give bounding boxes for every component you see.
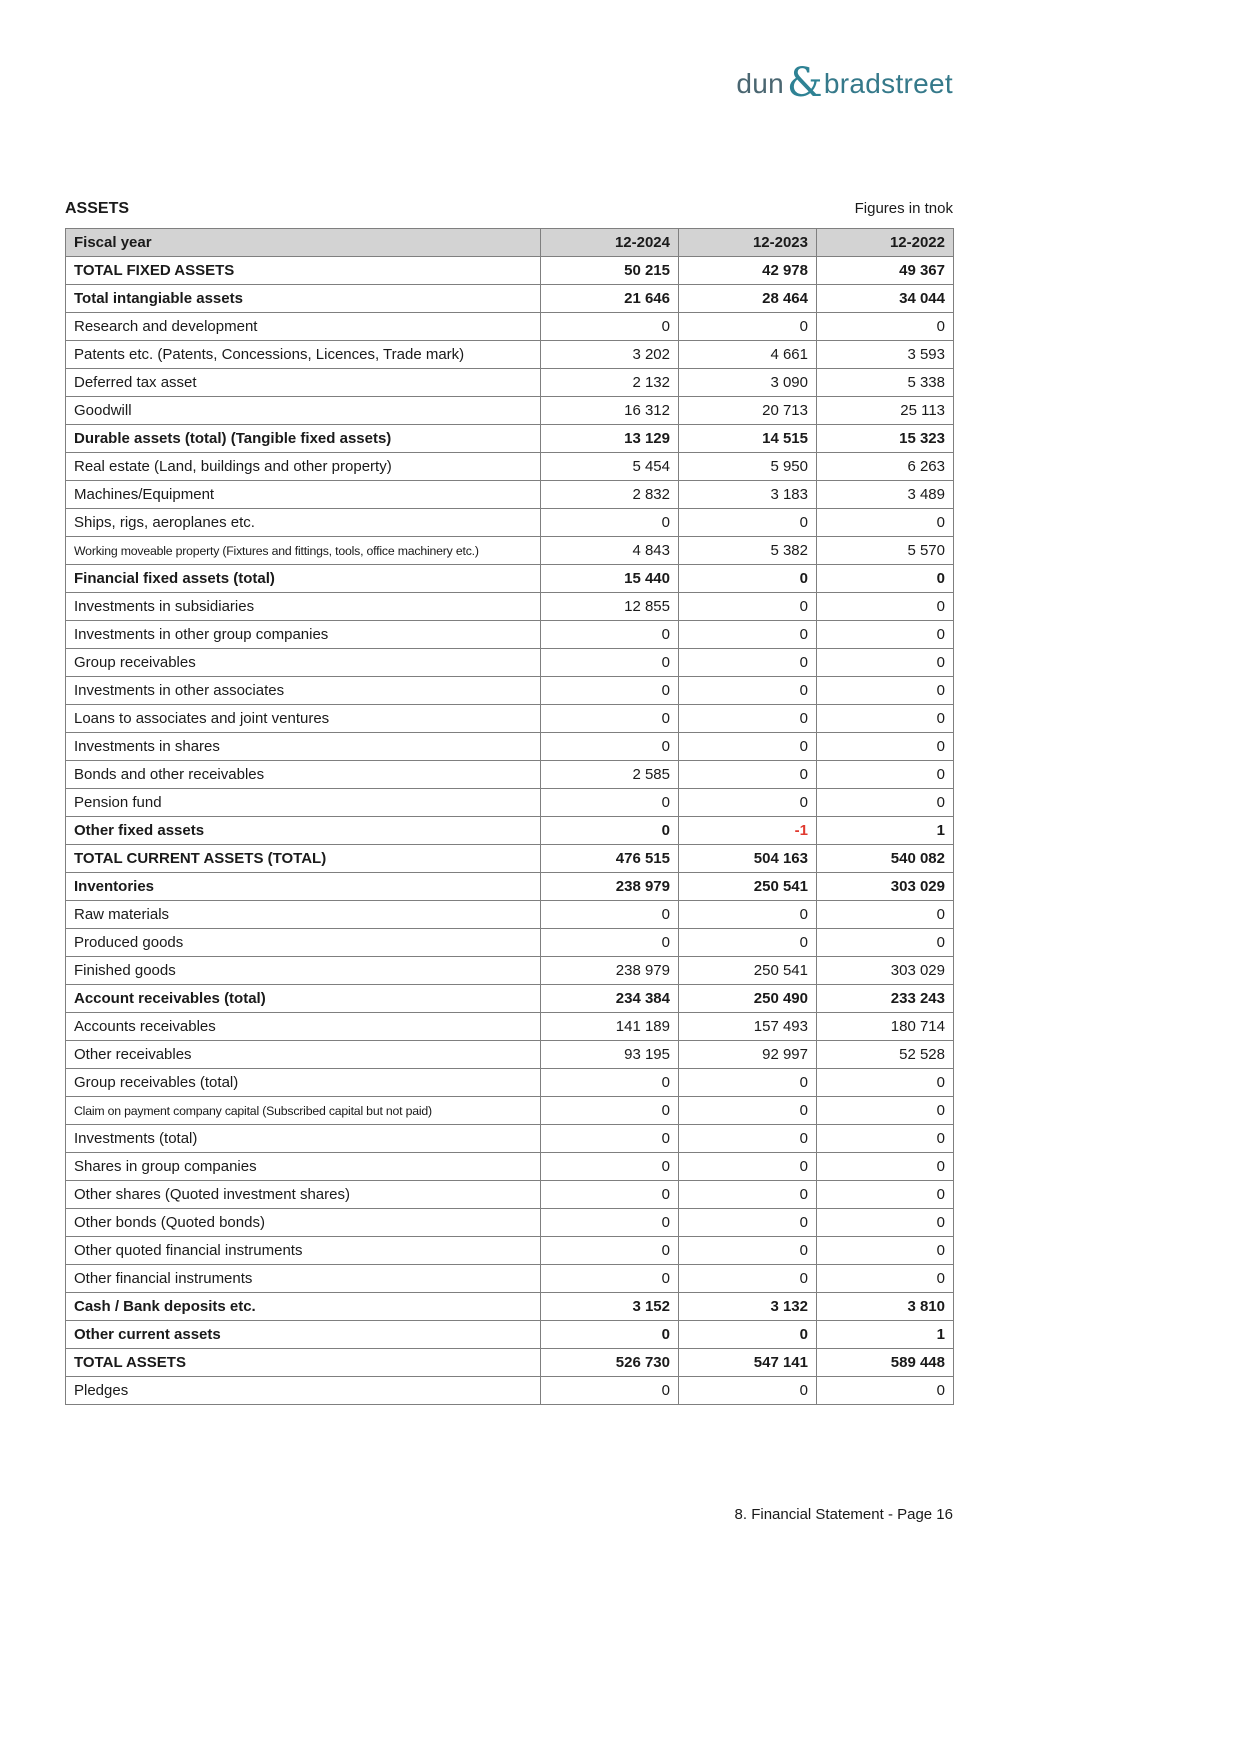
row-value-12-2022: 589 448 <box>817 1349 954 1377</box>
row-value-12-2023: 42 978 <box>679 257 817 285</box>
table-row <box>66 677 954 705</box>
row-value-12-2024: 0 <box>541 313 679 341</box>
row-value-12-2022: 0 <box>817 1237 954 1265</box>
row-label: TOTAL ASSETS <box>66 1349 541 1377</box>
row-value-12-2022: 34 044 <box>817 285 954 313</box>
row-label: Real estate (Land, buildings and other property) <box>66 453 541 481</box>
row-label: Research and development <box>66 313 541 341</box>
row-value-12-2024: 234 384 <box>541 985 679 1013</box>
row-label: Inventories <box>66 873 541 901</box>
row-label: Other fixed assets <box>66 817 541 845</box>
table-row <box>66 1265 954 1293</box>
row-label: Pension fund <box>66 789 541 817</box>
table-row <box>66 1321 954 1349</box>
row-value-12-2022: 0 <box>817 565 954 593</box>
row-label: Finished goods <box>66 957 541 985</box>
row-value-12-2024: 0 <box>541 509 679 537</box>
table-row <box>66 705 954 733</box>
row-value-12-2024: 16 312 <box>541 397 679 425</box>
row-value-12-2022: 0 <box>817 677 954 705</box>
row-value-12-2023: 0 <box>679 1069 817 1097</box>
row-label: TOTAL CURRENT ASSETS (TOTAL) <box>66 845 541 873</box>
row-label: Cash / Bank deposits etc. <box>66 1293 541 1321</box>
row-value-12-2022: 303 029 <box>817 957 954 985</box>
row-value-12-2024: 238 979 <box>541 873 679 901</box>
row-value-12-2022: 303 029 <box>817 873 954 901</box>
row-value-12-2023: 250 541 <box>679 873 817 901</box>
row-value-12-2023: 0 <box>679 761 817 789</box>
logo-word-bradstreet: bradstreet <box>823 68 953 99</box>
table-row <box>66 761 954 789</box>
table-row <box>66 537 954 565</box>
table-row <box>66 957 954 985</box>
row-value-12-2023: 0 <box>679 929 817 957</box>
row-value-12-2023: 4 661 <box>679 341 817 369</box>
row-value-12-2022: 0 <box>817 1377 954 1405</box>
row-label: Group receivables <box>66 649 541 677</box>
row-value-12-2024: 0 <box>541 733 679 761</box>
row-label: Raw materials <box>66 901 541 929</box>
row-label: Financial fixed assets (total) <box>66 565 541 593</box>
row-value-12-2022: 0 <box>817 649 954 677</box>
row-value-12-2022: 0 <box>817 733 954 761</box>
table-row <box>66 341 954 369</box>
row-value-12-2022: 540 082 <box>817 845 954 873</box>
column-header-12-2023: 12-2023 <box>679 229 817 257</box>
row-label: Bonds and other receivables <box>66 761 541 789</box>
row-value-12-2024: 0 <box>541 621 679 649</box>
row-value-12-2022: 180 714 <box>817 1013 954 1041</box>
table-row <box>66 285 954 313</box>
row-value-12-2023: 157 493 <box>679 1013 817 1041</box>
row-value-12-2023: 504 163 <box>679 845 817 873</box>
row-label: Machines/Equipment <box>66 481 541 509</box>
row-value-12-2022: 0 <box>817 509 954 537</box>
row-value-12-2023: 0 <box>679 677 817 705</box>
row-value-12-2022: 5 570 <box>817 537 954 565</box>
row-value-12-2023: 547 141 <box>679 1349 817 1377</box>
row-value-12-2023: 0 <box>679 1209 817 1237</box>
table-row <box>66 985 954 1013</box>
dun-bradstreet-logo: dun & bradstreet <box>736 60 953 106</box>
row-label: Durable assets (total) (Tangible fixed assets) <box>66 425 541 453</box>
table-row <box>66 565 954 593</box>
row-value-12-2022: 0 <box>817 1153 954 1181</box>
row-value-12-2024: 0 <box>541 1153 679 1181</box>
logo-word-dun: dun <box>736 68 785 99</box>
row-value-12-2023: 0 <box>679 1097 817 1125</box>
column-header-12-2024: 12-2024 <box>541 229 679 257</box>
page-footer <box>65 1506 953 1523</box>
row-value-12-2022: 0 <box>817 1125 954 1153</box>
row-value-12-2022: 0 <box>817 593 954 621</box>
row-value-12-2024: 0 <box>541 1097 679 1125</box>
row-value-12-2023: 0 <box>679 1377 817 1405</box>
row-value-12-2023: 5 382 <box>679 537 817 565</box>
row-value-12-2023: 3 132 <box>679 1293 817 1321</box>
row-value-12-2024: 5 454 <box>541 453 679 481</box>
row-value-12-2023: 14 515 <box>679 425 817 453</box>
row-value-12-2024: 0 <box>541 1237 679 1265</box>
row-label: Other current assets <box>66 1321 541 1349</box>
row-value-12-2022: 0 <box>817 621 954 649</box>
row-value-12-2024: 21 646 <box>541 285 679 313</box>
table-row <box>66 1125 954 1153</box>
table-row <box>66 257 954 285</box>
row-value-12-2024: 0 <box>541 705 679 733</box>
row-value-12-2024: 0 <box>541 789 679 817</box>
row-value-12-2024: 12 855 <box>541 593 679 621</box>
row-label: Deferred tax asset <box>66 369 541 397</box>
row-value-12-2023: 0 <box>679 1125 817 1153</box>
row-value-12-2022: 3 810 <box>817 1293 954 1321</box>
table-row <box>66 425 954 453</box>
row-value-12-2024: 0 <box>541 677 679 705</box>
row-value-12-2024: 0 <box>541 817 679 845</box>
footer-page-label: 8. Financial Statement - Page 16 <box>734 1506 953 1523</box>
row-label: TOTAL FIXED ASSETS <box>66 257 541 285</box>
row-label: Ships, rigs, aeroplanes etc. <box>66 509 541 537</box>
row-value-12-2023: 0 <box>679 621 817 649</box>
row-value-12-2022: 0 <box>817 1209 954 1237</box>
row-value-12-2024: 93 195 <box>541 1041 679 1069</box>
row-value-12-2024: 141 189 <box>541 1013 679 1041</box>
figures-unit-note: Figures in tnok <box>854 200 953 217</box>
row-label: Investments in subsidiaries <box>66 593 541 621</box>
row-value-12-2024: 0 <box>541 649 679 677</box>
row-value-12-2024: 238 979 <box>541 957 679 985</box>
row-value-12-2024: 0 <box>541 1069 679 1097</box>
row-value-12-2024: 3 202 <box>541 341 679 369</box>
column-header-fiscal-year: Fiscal year <box>66 229 541 257</box>
row-label: Other receivables <box>66 1041 541 1069</box>
table-row <box>66 929 954 957</box>
assets-table <box>65 228 954 1405</box>
row-value-12-2023: 0 <box>679 565 817 593</box>
row-value-12-2023: 20 713 <box>679 397 817 425</box>
table-row <box>66 1349 954 1377</box>
row-value-12-2022: 5 338 <box>817 369 954 397</box>
table-row <box>66 1293 954 1321</box>
row-value-12-2022: 3 489 <box>817 481 954 509</box>
row-value-12-2022: 0 <box>817 705 954 733</box>
table-row <box>66 873 954 901</box>
row-value-12-2023: 0 <box>679 1237 817 1265</box>
row-value-12-2023: 28 464 <box>679 285 817 313</box>
row-value-12-2023: 0 <box>679 509 817 537</box>
table-row <box>66 817 954 845</box>
row-label: Goodwill <box>66 397 541 425</box>
row-value-12-2024: 13 129 <box>541 425 679 453</box>
row-label: Other shares (Quoted investment shares) <box>66 1181 541 1209</box>
table-row <box>66 901 954 929</box>
row-value-12-2022: 0 <box>817 789 954 817</box>
row-label: Loans to associates and joint ventures <box>66 705 541 733</box>
row-label: Pledges <box>66 1377 541 1405</box>
row-value-12-2024: 4 843 <box>541 537 679 565</box>
row-value-12-2024: 476 515 <box>541 845 679 873</box>
row-value-12-2024: 2 132 <box>541 369 679 397</box>
table-row <box>66 789 954 817</box>
table-header-row <box>66 229 954 257</box>
row-value-12-2022: 15 323 <box>817 425 954 453</box>
column-header-12-2022: 12-2022 <box>817 229 954 257</box>
row-value-12-2022: 25 113 <box>817 397 954 425</box>
row-label: Working moveable property (Fixtures and fittings, tools, office machinery etc.) <box>66 537 541 565</box>
row-value-12-2022: 1 <box>817 817 954 845</box>
table-row <box>66 649 954 677</box>
row-value-12-2022: 0 <box>817 313 954 341</box>
table-row <box>66 1097 954 1125</box>
row-value-12-2023: 0 <box>679 901 817 929</box>
row-label: Group receivables (total) <box>66 1069 541 1097</box>
row-value-12-2023: 92 997 <box>679 1041 817 1069</box>
table-row <box>66 1153 954 1181</box>
row-value-12-2022: 0 <box>817 1265 954 1293</box>
row-value-12-2024: 0 <box>541 1181 679 1209</box>
row-value-12-2023: -1 <box>679 817 817 845</box>
table-row <box>66 397 954 425</box>
row-value-12-2024: 0 <box>541 929 679 957</box>
table-row <box>66 453 954 481</box>
row-label: Investments in other group companies <box>66 621 541 649</box>
row-value-12-2023: 0 <box>679 705 817 733</box>
row-value-12-2022: 49 367 <box>817 257 954 285</box>
row-value-12-2022: 0 <box>817 1069 954 1097</box>
table-row <box>66 313 954 341</box>
row-value-12-2023: 0 <box>679 733 817 761</box>
row-label: Shares in group companies <box>66 1153 541 1181</box>
row-value-12-2024: 0 <box>541 901 679 929</box>
row-value-12-2023: 0 <box>679 1181 817 1209</box>
row-value-12-2023: 0 <box>679 1321 817 1349</box>
table-row <box>66 1013 954 1041</box>
row-value-12-2024: 526 730 <box>541 1349 679 1377</box>
row-value-12-2024: 0 <box>541 1265 679 1293</box>
page-title: ASSETS <box>65 200 130 217</box>
row-label: Accounts receivables <box>66 1013 541 1041</box>
row-value-12-2023: 0 <box>679 1153 817 1181</box>
row-value-12-2024: 15 440 <box>541 565 679 593</box>
table-row <box>66 593 954 621</box>
row-label: Claim on payment company capital (Subscribed capital but not paid) <box>66 1097 541 1125</box>
row-value-12-2023: 0 <box>679 593 817 621</box>
row-label: Other bonds (Quoted bonds) <box>66 1209 541 1237</box>
table-row <box>66 1069 954 1097</box>
row-label: Other quoted financial instruments <box>66 1237 541 1265</box>
row-label: Total intangiable assets <box>66 285 541 313</box>
table-row <box>66 621 954 649</box>
row-value-12-2023: 3 090 <box>679 369 817 397</box>
row-value-12-2023: 0 <box>679 1265 817 1293</box>
row-value-12-2023: 0 <box>679 649 817 677</box>
row-value-12-2023: 0 <box>679 789 817 817</box>
row-label: Other financial instruments <box>66 1265 541 1293</box>
row-label: Account receivables (total) <box>66 985 541 1013</box>
row-label: Investments in shares <box>66 733 541 761</box>
row-value-12-2024: 50 215 <box>541 257 679 285</box>
row-value-12-2023: 5 950 <box>679 453 817 481</box>
row-value-12-2024: 3 152 <box>541 1293 679 1321</box>
row-value-12-2023: 0 <box>679 313 817 341</box>
row-label: Investments (total) <box>66 1125 541 1153</box>
row-label: Investments in other associates <box>66 677 541 705</box>
table-row <box>66 1209 954 1237</box>
row-label: Patents etc. (Patents, Concessions, Licences, Trade mark) <box>66 341 541 369</box>
row-value-12-2022: 0 <box>817 1097 954 1125</box>
row-value-12-2024: 2 832 <box>541 481 679 509</box>
row-value-12-2022: 0 <box>817 761 954 789</box>
row-value-12-2024: 0 <box>541 1321 679 1349</box>
row-value-12-2024: 2 585 <box>541 761 679 789</box>
row-value-12-2023: 3 183 <box>679 481 817 509</box>
row-value-12-2022: 233 243 <box>817 985 954 1013</box>
table-row <box>66 1237 954 1265</box>
row-value-12-2022: 0 <box>817 929 954 957</box>
row-value-12-2024: 0 <box>541 1209 679 1237</box>
table-row <box>66 845 954 873</box>
table-title-row <box>65 200 953 218</box>
row-value-12-2022: 52 528 <box>817 1041 954 1069</box>
row-value-12-2022: 1 <box>817 1321 954 1349</box>
row-value-12-2022: 0 <box>817 901 954 929</box>
table-body <box>66 257 954 1405</box>
table-row <box>66 369 954 397</box>
table-row <box>66 1181 954 1209</box>
row-value-12-2023: 250 490 <box>679 985 817 1013</box>
row-value-12-2024: 0 <box>541 1377 679 1405</box>
row-label: Produced goods <box>66 929 541 957</box>
table-row <box>66 1041 954 1069</box>
row-value-12-2024: 0 <box>541 1125 679 1153</box>
table-row <box>66 509 954 537</box>
row-value-12-2022: 3 593 <box>817 341 954 369</box>
row-value-12-2022: 0 <box>817 1181 954 1209</box>
row-value-12-2022: 6 263 <box>817 453 954 481</box>
table-row <box>66 733 954 761</box>
row-value-12-2023: 250 541 <box>679 957 817 985</box>
table-row <box>66 1377 954 1405</box>
table-row <box>66 481 954 509</box>
